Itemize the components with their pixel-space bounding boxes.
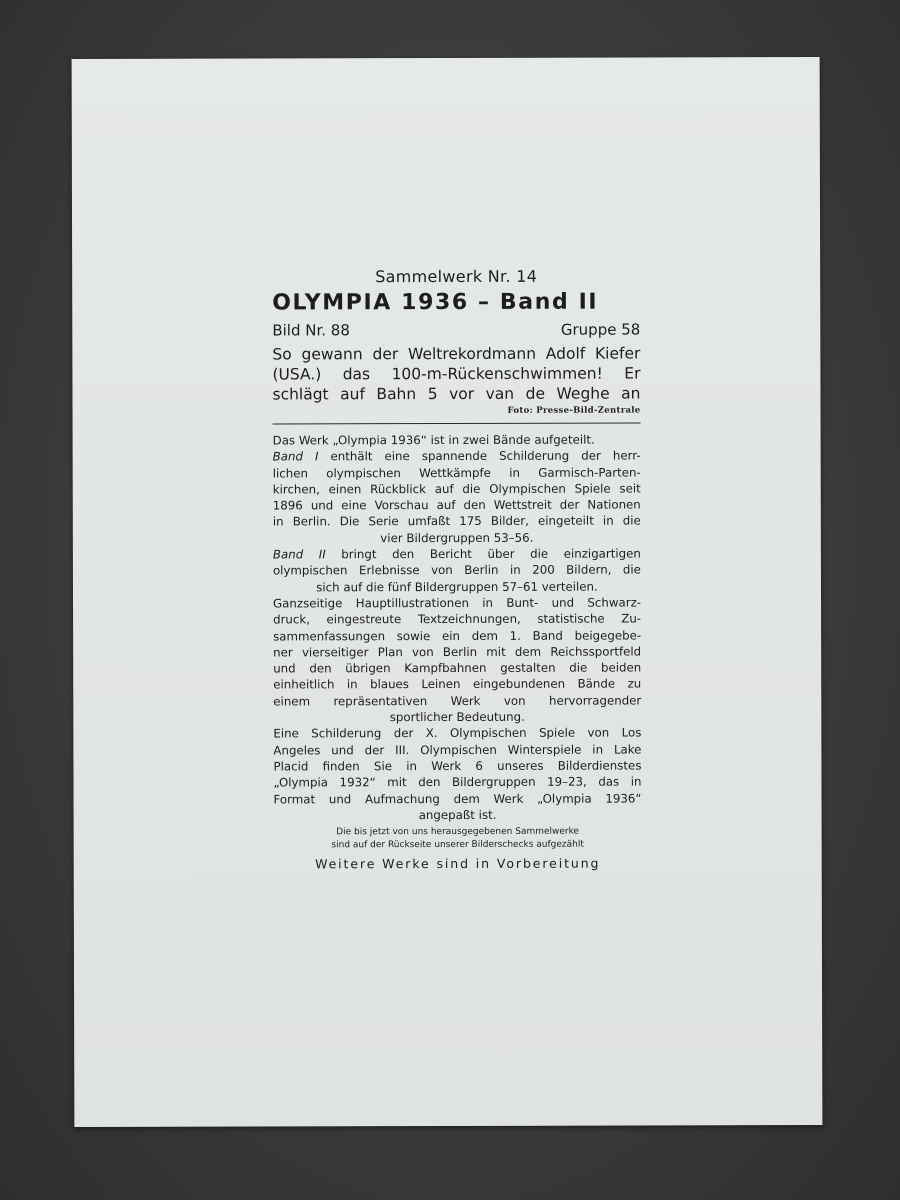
body-line: sportlicher Bedeutung.: [389, 709, 525, 725]
card-meta-row: [272, 317, 640, 342]
body-line-text: enthält eine spannende Schilderung der herr-: [318, 448, 641, 464]
caption-line: (USA.) das 100-m-Rückenschwimmen! Er: [272, 364, 641, 384]
picture-caption: [272, 343, 640, 404]
divider-rule: [273, 422, 641, 424]
note-line: sind auf der Rückseite unserer Bilderschecks aufgezählt: [331, 839, 584, 851]
body-line: Format und Aufmachung dem Werk „Olympia 1936“: [273, 791, 642, 806]
body-line-text: bringt den Bericht über die einzigartigen: [325, 546, 641, 562]
caption-line: So gewann der Weltrekordmann Adolf Kiefer: [272, 344, 641, 364]
body-line: einem repräsentativen Werk von hervorragender: [273, 693, 642, 709]
body-line: vier Bildergruppen 53–56.: [380, 530, 534, 545]
body-line: angepaßt ist.: [418, 807, 497, 822]
body-line: sammenfassungen sowie ein dem 1. Band beigegebe-: [273, 628, 642, 644]
card-title: OLYMPIA 1936 – Band II: [272, 289, 599, 316]
body-line: „Olympia 1932“ mit den Bildergruppen 19–23, das in: [273, 774, 642, 790]
collector-card-back: [72, 57, 823, 1127]
card-text-block: [272, 265, 642, 871]
body-line: druck, eingestreute Textzeichnungen, statistische Zu-: [273, 611, 642, 627]
body-line: Angeles und der III. Olympischen Winterspiele in Lake: [273, 742, 642, 758]
body-line: lichen olympischen Wettkämpfe in Garmisch-Parten-: [272, 465, 641, 481]
caption-line: schlägt auf Bahn 5 vor van de Weghe an: [272, 384, 641, 404]
note-line: Die bis jetzt von uns herausgegebenen Sammelwerke: [336, 826, 580, 838]
band-two-label: Band II: [272, 547, 326, 562]
photo-credit: Foto: Presse-Bild-Zentrale: [507, 405, 641, 416]
picture-number: Bild Nr. 88: [272, 321, 350, 340]
body-line: [273, 546, 641, 563]
description-text: [273, 431, 642, 823]
body-line: sich auf die fünf Bildergruppen 57–61 verteilen.: [316, 579, 598, 595]
band-one-label: Band I: [272, 449, 319, 464]
body-line: Das Werk „Olympia 1936“ ist in zwei Bände aufgeteilt.: [272, 432, 595, 448]
body-line: in Berlin. Die Serie umfaßt 175 Bilder, eingeteilt in die: [272, 513, 641, 529]
body-line: olympischen Erlebnisse von Berlin in 200 Bildern, die: [272, 562, 641, 578]
body-line: Eine Schilderung der X. Olympischen Spiele von Los: [273, 725, 642, 741]
body-line: [273, 448, 641, 465]
series-note: [274, 826, 642, 853]
body-line: einheitlich in blaues Leinen eingebundenen Bände zu: [273, 676, 642, 692]
group-number: Gruppe 58: [560, 320, 641, 339]
series-number: Sammelwerk Nr. 14: [375, 266, 538, 287]
body-line: Ganzseitige Hauptillustrationen in Bunt- und Schwarz-: [273, 595, 642, 611]
footer-text: Weitere Werke sind in Vorbereitung: [315, 855, 601, 872]
body-line: 1896 und eine Vorschau auf den Wettstreit der Nationen: [272, 497, 641, 513]
body-line: kirchen, einen Rückblick auf die Olympischen Spiele seit: [272, 481, 641, 497]
body-line: und den übrigen Kampfbahnen gestalten die beiden: [273, 660, 642, 676]
body-line: ner vierseitiger Plan von Berlin mit dem Reichssportfeld: [273, 644, 642, 660]
body-line: Placid finden Sie in Werk 6 unseres Bilderdienstes: [273, 758, 642, 774]
